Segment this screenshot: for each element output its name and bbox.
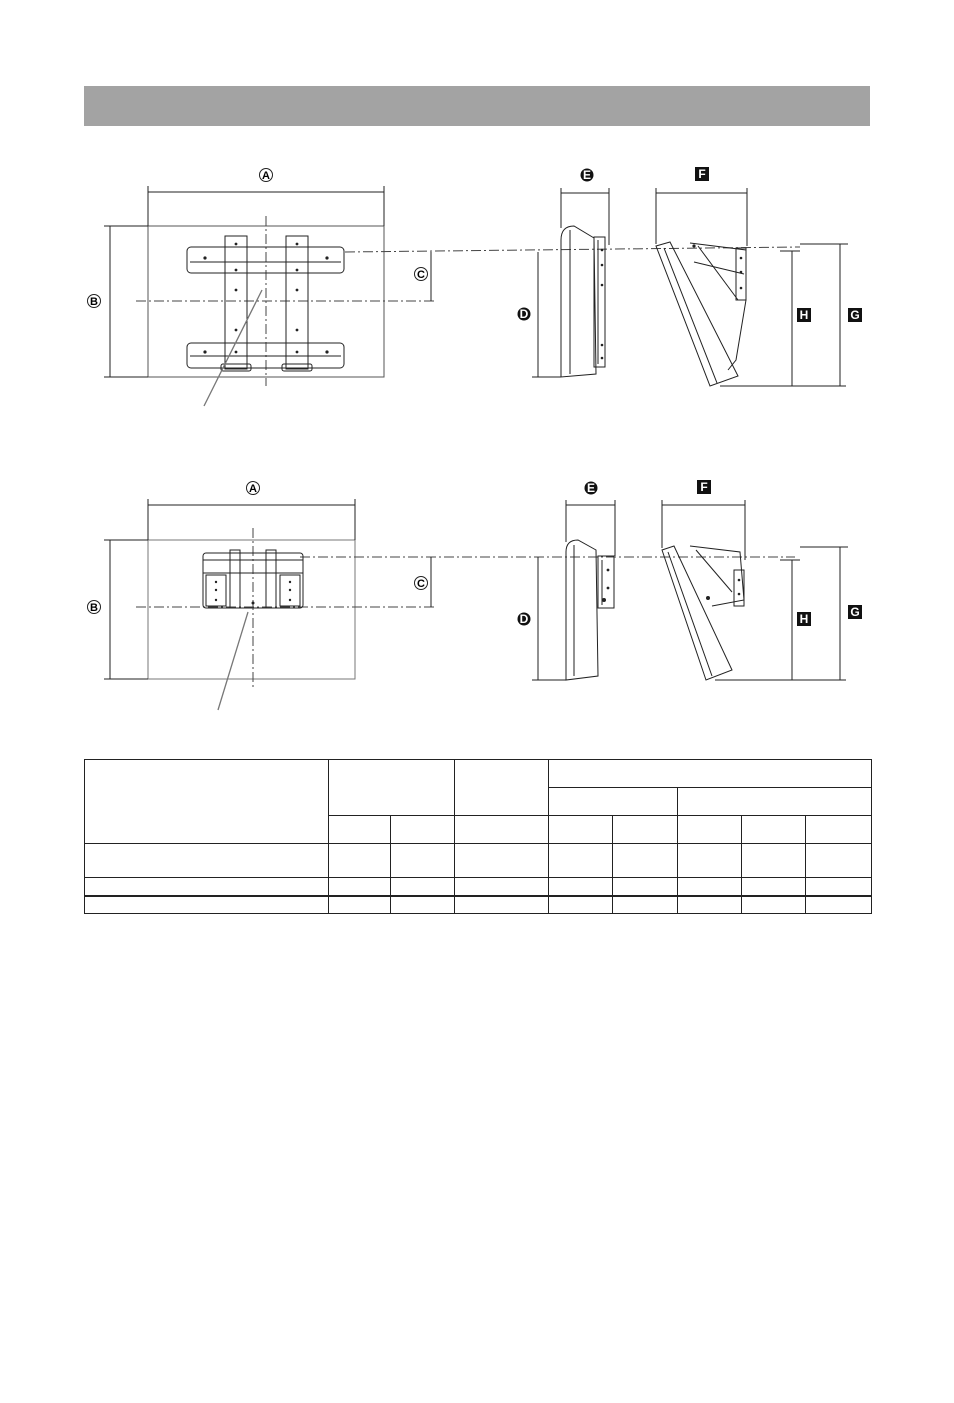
table-cell [806,844,872,878]
label-g-bottom [848,605,862,619]
svg-text:H: H [799,612,809,626]
table-cell [613,878,678,896]
tv-side-top [561,226,596,377]
table-cell [549,844,613,878]
front-view-top [104,186,800,406]
table-header-group-1 [329,760,455,816]
table-cell [549,878,613,896]
table-cell [613,844,678,878]
table-cell [85,878,329,896]
tv-tilted-top [656,242,738,386]
svg-text:G: G [850,605,860,619]
label-d-bottom [518,612,531,626]
svg-text:D: D [519,307,529,321]
table-cell [678,896,742,914]
svg-text:H: H [799,308,809,322]
tilted-view-top [656,188,848,386]
svg-text:E: E [586,481,596,495]
table-subheader-1 [549,788,678,816]
table-cell [85,844,329,878]
right-bracket [286,236,308,369]
table-cell [806,816,872,844]
table-cell [85,896,329,914]
label-b-bottom [88,601,101,615]
side-view-bottom [532,500,615,680]
table-cell [678,844,742,878]
table-cell [329,816,391,844]
table-cell [391,878,455,896]
table-cell [391,844,455,878]
svg-text:G: G [850,308,860,322]
label-c-bottom [415,577,428,591]
table-cell [806,896,872,914]
table-header-group-2 [455,760,549,816]
table-cell [678,878,742,896]
compact-bracket [203,553,303,608]
table-cell [742,816,806,844]
svg-text:C: C [417,269,425,281]
table-cell [329,844,391,878]
svg-text:C: C [417,578,425,590]
table-cell [678,816,742,844]
table-cell [742,896,806,914]
svg-text:E: E [582,168,592,182]
table-cell [391,816,455,844]
table-cell [613,816,678,844]
label-f-top [695,167,709,181]
svg-text:B: B [90,602,98,614]
table-header-row-1 [85,760,872,788]
table-header-model [85,760,329,844]
label-a-top [260,169,273,183]
label-e-top [581,168,594,182]
table-cell [549,896,613,914]
label-b-top [88,295,101,309]
front-view-bottom [104,499,795,710]
table-cell [455,896,549,914]
table-cell [455,816,549,844]
dimensions-table [84,759,872,914]
table-cell [391,896,455,914]
label-d-top [518,307,531,321]
side-view-top [532,188,609,377]
svg-text:F: F [700,480,708,494]
label-a-bottom [247,482,260,496]
table-cell [742,844,806,878]
svg-text:B: B [90,296,98,308]
table-cell [329,878,391,896]
label-e-bottom [585,481,598,495]
label-h-top [797,308,811,322]
svg-text:F: F [698,167,706,181]
table-cell [806,878,872,896]
label-h-bottom [797,612,811,626]
table-cell [613,896,678,914]
tv-side-bottom [566,540,598,680]
table-cell [455,878,549,896]
table-header-group-3 [549,760,872,788]
label-f-bottom [697,480,711,494]
svg-text:A: A [249,483,257,495]
table-subheader-2 [678,788,872,816]
table-cell [742,878,806,896]
table-cell [455,844,549,878]
table-row [85,896,872,914]
tv-outline-front-bottom [148,540,355,679]
tilted-view-bottom [662,500,848,680]
svg-text:D: D [519,612,529,626]
table-row [85,844,872,878]
table-row [85,878,872,896]
label-g-top [848,308,862,322]
svg-text:A: A [262,170,270,182]
table-cell [549,816,613,844]
table-cell [329,896,391,914]
label-c-top [415,268,428,282]
left-bracket [225,236,247,369]
